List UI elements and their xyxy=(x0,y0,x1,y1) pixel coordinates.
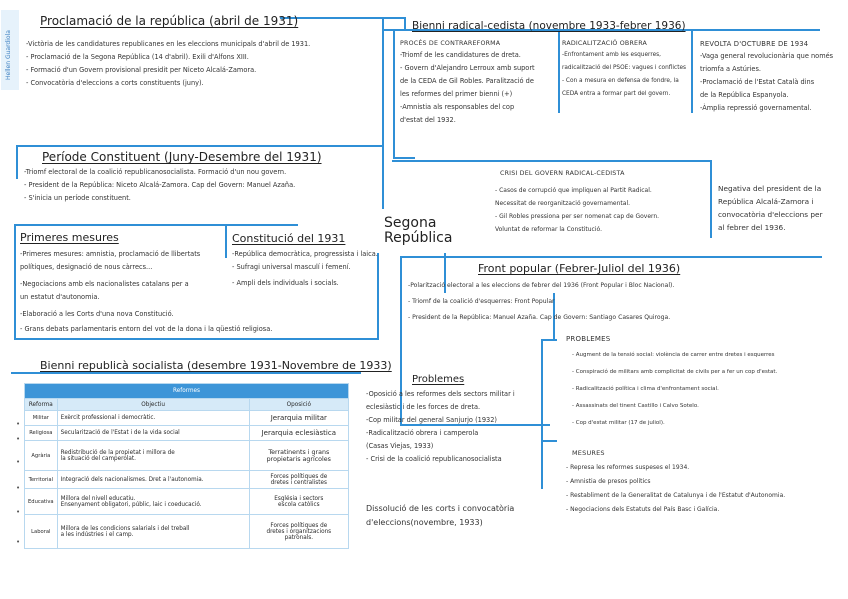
table-cell xyxy=(249,441,348,471)
cell-line: Església i sectors xyxy=(274,495,324,502)
front-popular-title: Front popular (Febrer-Juliol del 1936) xyxy=(478,262,681,275)
column-heading: RADICALITZACIÓ OBRERA xyxy=(562,40,648,47)
table-cell: Agrària xyxy=(25,441,58,471)
list-item: de la República Espanyola. xyxy=(700,91,789,99)
cell-line: a les indústries i el camp. xyxy=(60,531,134,538)
list-item: de la CEDA de Gil Robles. Paralització de xyxy=(400,77,534,85)
list-item: - President de la República: Manuel Azaña. Cap de Govern: Santiago Casares Quiroga. xyxy=(408,314,671,321)
list-item: - Convocatòria d'eleccions a corts constituents (juny). xyxy=(26,79,204,87)
list-item: - Conspiració de militars amb complicitat de civils per a fer un cop d'estat. xyxy=(572,369,778,375)
table-row xyxy=(25,426,349,441)
radicalitzacio-obrera xyxy=(562,40,686,101)
table-cell xyxy=(249,489,348,515)
center-title xyxy=(384,216,452,246)
cell-line: Millora del nivell educatiu. xyxy=(60,495,136,502)
list-item: les reformes del primer bienni (+) xyxy=(400,90,513,98)
connector-line xyxy=(382,17,404,19)
column-header: Objectiu xyxy=(57,399,249,411)
list-item: -Primeres mesures: amnistia, proclamació de llibertats xyxy=(20,250,201,258)
cell-line: Integració dels nacionalismes. Dret a l'autonomia. xyxy=(60,476,204,483)
cell-line: Terratinents i grans xyxy=(268,448,330,456)
connector-line xyxy=(16,145,18,179)
cell-line: Millora de les condicions salarials i del treball xyxy=(60,525,190,532)
bullet-icon: • xyxy=(16,420,21,428)
table-row xyxy=(25,471,349,489)
list-item: -Vaga general revolucionària que només xyxy=(700,52,834,60)
connector-line xyxy=(11,372,361,374)
connector-line xyxy=(400,256,822,258)
crisi-govern xyxy=(500,170,625,177)
mesures-title: Primeres mesures xyxy=(20,231,119,244)
connector-line xyxy=(393,29,395,159)
table-cell xyxy=(57,471,249,489)
list-item: - Assassinats del tinent Castillo i Calvo Sotelo. xyxy=(572,403,699,409)
dissolucio-note xyxy=(366,502,514,530)
list-item: - Cop d'estat militar (17 de juliol). xyxy=(572,420,665,426)
problemes-list xyxy=(366,388,515,466)
cell-line: propietaris agrícoles xyxy=(266,455,331,463)
list-item: - Ampli dels individuals i socials. xyxy=(232,279,339,287)
table-cell xyxy=(57,489,249,515)
connector-line xyxy=(393,157,415,159)
bullet-icon: • xyxy=(16,435,21,443)
table-cell: Educativa xyxy=(25,489,58,515)
column-heading: REVOLTA D'OCTUBRE DE 1934 xyxy=(700,40,809,48)
reformes-table-header: Reformes xyxy=(25,384,349,399)
author-label: Hellen Guardiola xyxy=(5,30,12,80)
column-header: Oposició xyxy=(249,399,348,411)
reformes-table xyxy=(24,383,349,549)
connector-line xyxy=(14,338,379,340)
list-item: - Negociacions dels Estatuts del País Basc i Galícia. xyxy=(566,506,720,513)
constituent-list xyxy=(24,166,295,205)
constituent-title: Període Constituent (Juny-Desembre del 1931) xyxy=(42,150,322,164)
table-row xyxy=(25,489,349,515)
bullet-icon: • xyxy=(16,538,21,546)
table-cell xyxy=(249,426,348,441)
list-item: -Proclamació de l'Estat Català dins xyxy=(700,78,815,86)
table-cell: Militar xyxy=(25,411,58,426)
list-item: radicalització del PSOE: vagues i conflictes xyxy=(562,65,687,71)
list-item: -Enfrontament amb les esquerres, xyxy=(562,52,662,58)
list-item: - Proclamació de la Segona República (14 d'abril). Exili d'Alfons XIII. xyxy=(26,53,249,61)
list-item: - Casos de corrupció que impliquen al Partit Radical. xyxy=(495,187,652,194)
table-cell xyxy=(249,471,348,489)
list-item: República Alcalá-Zamora i xyxy=(718,197,814,206)
cell-line: la situació del camperolat. xyxy=(60,455,136,462)
list-item: un estatut d'autonomia. xyxy=(20,293,100,301)
table-cell: Laboral xyxy=(25,515,58,549)
column-header: Reforma xyxy=(25,399,58,411)
list-item: - Radicalització política i clima d'enfrontament social. xyxy=(572,386,719,392)
mesures-fp-list xyxy=(566,461,785,517)
list-item: convocatòria d'eleccions per xyxy=(718,210,823,219)
connector-line xyxy=(541,339,557,341)
list-item: - Govern d'Alejandro Lerroux amb suport xyxy=(400,64,535,72)
proclamacio-title: Proclamació de la república (abril de 1931) xyxy=(40,14,299,28)
list-item: al febrer del 1936. xyxy=(718,223,786,232)
connector-line xyxy=(558,29,560,113)
list-item: Necessitat de reorganització governamental. xyxy=(495,200,631,207)
list-item: - Crisi de la coalició republicanosocialista xyxy=(366,455,502,463)
table-cell xyxy=(57,515,249,549)
column-heading: PROCÉS DE CONTRAREFORMA xyxy=(400,40,501,47)
list-item: -República democràtica, progressista i laica. xyxy=(232,250,378,258)
procés-contrareforma xyxy=(400,40,535,127)
cell-line: Ensenyament obligatori, públic, laic i coeducació. xyxy=(60,501,202,508)
cell-line: dretes i centralistes xyxy=(270,479,327,486)
table-cell xyxy=(57,426,249,441)
column-heading: CRISI DEL GOVERN RADICAL-CEDISTA xyxy=(500,170,625,177)
list-item: - Con a mesura en defensa de fondre, la xyxy=(562,78,679,84)
cell-line: Redistribució de la propietat i millora de xyxy=(60,449,175,456)
cell-line: Exèrcit professional i democràtic. xyxy=(60,415,156,421)
table-cell xyxy=(249,515,348,549)
list-item: -Àmplia repressió governamental. xyxy=(700,104,812,112)
list-item: - S'inicia un període constituent. xyxy=(24,194,131,202)
list-item: - Formació d'un Govern provisional presidit per Niceto Alcalá-Zamora. xyxy=(26,66,257,74)
crisi-list xyxy=(495,184,659,236)
problemes-fp-list xyxy=(572,347,777,432)
cell-line: Forces polítiques de xyxy=(270,473,328,480)
table-cell xyxy=(57,411,249,426)
bullet-icon: • xyxy=(16,508,21,516)
connector-line xyxy=(16,224,298,226)
front-popular-list xyxy=(408,278,674,326)
list-item: - Represa les reformes suspeses el 1934. xyxy=(566,464,690,471)
problemes-title: Problemes xyxy=(412,374,465,385)
list-item: -Victòria de les candidatures republicanes en les eleccions municipals d'abril de 1931. xyxy=(26,40,311,48)
connector-line xyxy=(14,224,16,340)
list-item: - Sufragi universal masculí i femení. xyxy=(232,263,351,271)
table-row xyxy=(25,411,349,426)
connector-line xyxy=(16,145,382,147)
list-item: (Casas Viejas, 1933) xyxy=(366,442,434,450)
list-item: -Cop militar del general Sanjurjo (1932) xyxy=(366,416,497,424)
connector-line xyxy=(392,160,710,162)
table-row xyxy=(25,441,349,471)
list-item: - President de la República: Niceto Alcalá-Zamora. Cap del Govern: Manuel Azaña. xyxy=(24,181,296,189)
bullet-icon: • xyxy=(16,484,21,492)
list-item: Negativa del president de la xyxy=(718,184,822,193)
list-item: -Radicalització obrera i camperola xyxy=(366,429,479,437)
connector-line xyxy=(541,440,557,442)
connector-line xyxy=(691,29,693,113)
problemes-fp-heading: PROBLEMES xyxy=(566,335,611,343)
note-line: d'eleccions(novembre, 1933) xyxy=(366,518,483,527)
connector-line xyxy=(710,160,712,238)
revolta-octubre xyxy=(700,40,833,115)
list-item: - Augment de la tensió social: violència de carrer entre dretes i esquerres xyxy=(572,352,775,358)
bienni-socialista-title: Bienni republicà socialista (desembre 1931-Novembre de 1933) xyxy=(40,359,392,372)
proclamacio-list xyxy=(26,38,310,90)
list-item: Voluntat de reformar la Constitució. xyxy=(495,226,602,233)
list-item: d'estat del 1932. xyxy=(400,116,456,124)
list-item: CEDA entra a formar part del govern. xyxy=(562,91,671,97)
list-item: -Polarització electoral a les eleccions de febrer del 1936 (Front Popular i Bloc Nacional). xyxy=(408,282,675,289)
constitucio-title: Constitució del 1931 xyxy=(232,232,346,245)
list-item: - Gil Robles pressiona per ser nomenat cap de Govern. xyxy=(495,213,660,220)
connector-line xyxy=(382,17,384,209)
list-item: -Oposició a les reformes dels sectors militar i xyxy=(366,390,515,398)
cell-line: Secularització de l'Estat i de la vida social xyxy=(60,430,180,436)
mesures-fp-heading: MESURES xyxy=(572,449,605,457)
note-line: Dissolució de les corts i convocatòria xyxy=(366,504,515,513)
center-title-line1: Segona xyxy=(384,215,437,231)
list-item: -Amnistia als responsables del cop xyxy=(400,103,515,111)
constitucio-list xyxy=(232,248,378,290)
cell-line: patronals. xyxy=(284,534,314,541)
list-item: -Elaboració a les Corts d'una nova Constitució. xyxy=(20,310,174,318)
list-item: -Negociacions amb els nacionalistes catalans per a xyxy=(20,280,189,288)
table-cell xyxy=(249,411,348,426)
list-item: - Restabliment de la Generalitat de Catalunya i de l'Estatut d'Autonomia. xyxy=(566,492,786,499)
list-item: - Grans debats parlamentaris entorn del vot de la dona i la qüestió religiosa. xyxy=(20,325,273,333)
center-title-line2: República xyxy=(384,230,453,246)
table-row xyxy=(25,515,349,549)
bienni-radical-title: Bienni radical-cedista (novembre 1933-febrer 1936) xyxy=(412,20,686,32)
list-item: polítiques, designació de nous càrrecs... xyxy=(20,263,153,271)
list-item: eclesiàstic i de les forces de dreta. xyxy=(366,403,481,411)
negativa-president xyxy=(718,182,823,234)
list-item: -Triomf de les candidatures de dreta. xyxy=(400,51,521,59)
cell-line: Forces polítiques de xyxy=(270,522,328,529)
cell-line: Jerarquia eclesiàstica xyxy=(261,429,337,437)
list-item: - Triomf de la coalició d'esquerres: Front Popular xyxy=(408,298,555,305)
cell-line: escola catòlics xyxy=(278,501,320,508)
cell-line: dretes i organitzacions xyxy=(266,528,332,535)
table-cell xyxy=(57,441,249,471)
table-cell: Territorial xyxy=(25,471,58,489)
list-item: - Amnistia de presos polítics xyxy=(566,478,651,485)
list-item: triomfa a Astúries. xyxy=(700,65,762,73)
bullet-icon: • xyxy=(16,458,21,466)
list-item: -Triomf electoral de la coalició republicanosocialista. Formació d'un nou govern. xyxy=(24,168,287,176)
author-tab xyxy=(1,10,19,90)
connector-line xyxy=(541,339,543,489)
table-cell: Religiosa xyxy=(25,426,58,441)
cell-line: Jerarquia militar xyxy=(270,414,327,422)
